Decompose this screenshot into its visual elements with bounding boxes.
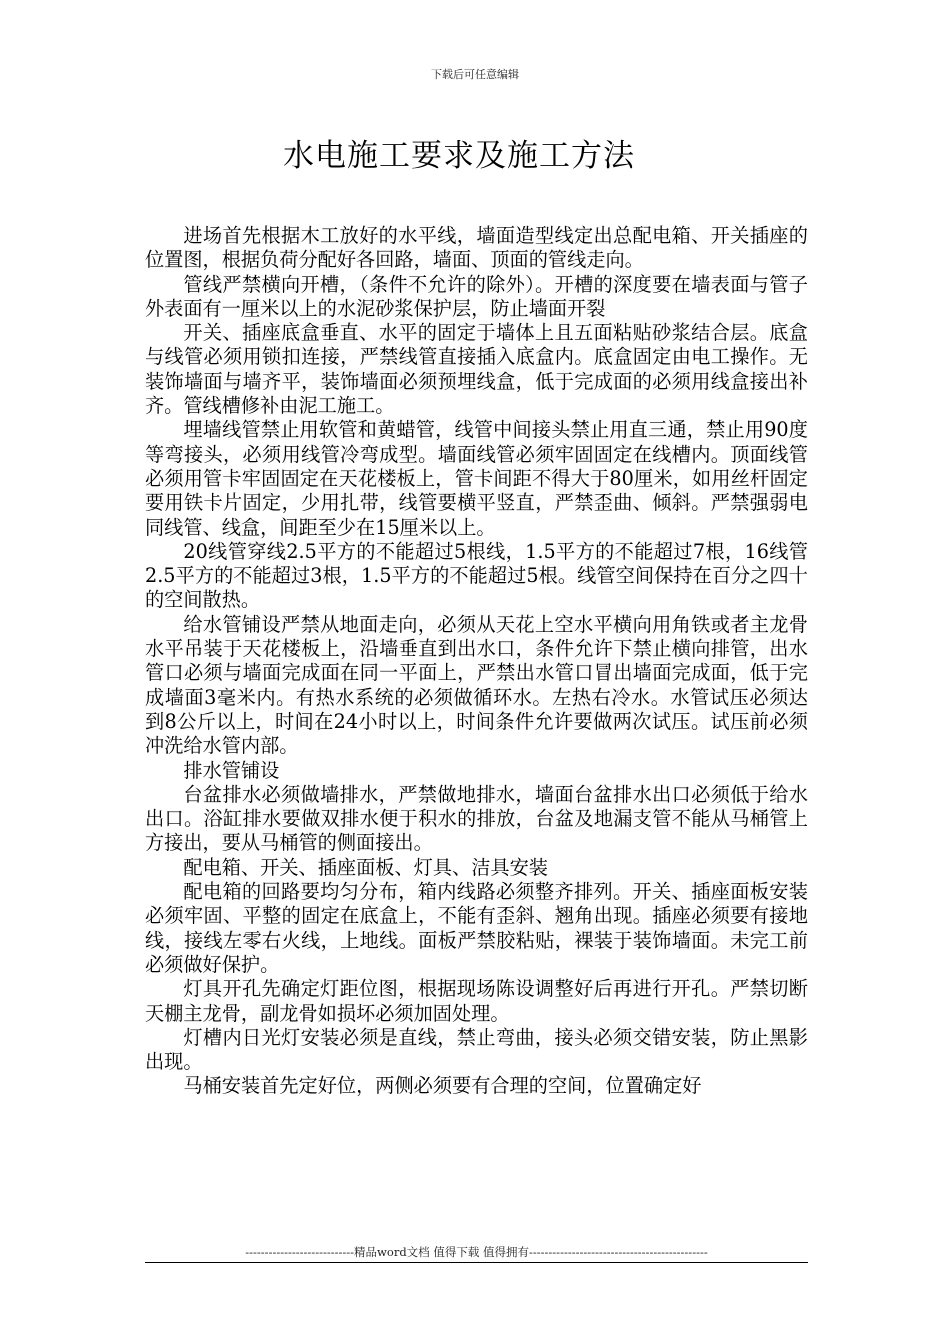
paragraph-fluorescent: 灯槽内日光灯安装必须是直线，禁止弯曲，接头必须交错安装，防止黑影出现。: [145, 1025, 808, 1074]
paragraph-water-supply: 给水管铺设严禁从地面走向，必须从天花上空水平横向用角铁或者主龙骨水平吊装于天花楼板上，沿墙垂直到出水口，条件允许下禁止横向排管，出水管口必须与墙面完成面在同一平面上，严禁出水管口冒出墙面完成面，低于完成墙面3毫米内。有热水系统的必须做循环水。左热右冷水。水管试压必须达到8公斤以上，时间在24小时以上，时间条件允许要做两次试压。试压前必须冲洗给水管内部。: [145, 612, 808, 758]
document-title: 水电施工要求及施工方法: [283, 138, 635, 174]
paragraph-lamp-holes: 灯具开孔先确定灯距位图，根据现场陈设调整好后再进行开孔。严禁切断天棚主龙骨，副龙骨如损坏必须加固处理。: [145, 977, 808, 1025]
document-body: [145, 224, 808, 1099]
paragraph-site-layout: 进场首先根据木工放好的水平线，墙面造型线定出总配电箱、开关插座的位置图，根据负荷分配好各回路，墙面、顶面的管线走向。: [145, 224, 808, 272]
heading-fixture-install: 配电箱、开关、插座面板、灯具、洁具安装: [183, 855, 548, 879]
paragraph-wire-count: 20线管穿线2.5平方的不能超过5根线，1.5平方的不能超过7根，16线管2.5平方的不能超过3根，1.5平方的不能超过5根。线管空间保持在百分之四十的空间散热。: [145, 539, 808, 612]
paragraph-drainage: 台盆排水必须做墙排水，严禁做地排水，墙面台盆排水出口必须低于给水出口。浴缸排水要做双排水便于积水的排放，台盆及地漏支管不能从马桶管上方接出，要从马桶管的侧面接出。: [145, 782, 808, 855]
heading-drainage: 排水管铺设: [183, 758, 280, 782]
header-note: 下载后可任意编辑: [431, 68, 519, 81]
footer-divider: [145, 1262, 808, 1263]
paragraph-toilet: 马桶安装首先定好位，两侧必须要有合理的空间，位置确定好: [183, 1074, 702, 1098]
paragraph-distribution-box: 配电箱的回路要均匀分布，箱内线路必须整齐排列。开关、插座面板安装必须牢固、平整的固定在底盒上，不能有歪斜、翘角出现。插座必须要有接地线，接线左零右火线，上地线。面板严禁胶粘贴，裸装于装饰墙面。未完工前必须做好保护。: [145, 880, 808, 976]
paragraph-slotting: 管线严禁横向开槽，（条件不允许的除外）。开槽的深度要在墙表面与管子外表面有一厘米以上的水泥砂浆保护层，防止墙面开裂: [145, 272, 808, 320]
footer-note: ----------------------------精品word文档 值得下载 值得拥有----------------------------------------------: [245, 1245, 708, 1259]
paragraph-socket-box: 开关、插座底盒垂直、水平的固定于墙体上且五面粘贴砂浆结合层。底盒与线管必须用锁扣连接，严禁线管直接插入底盒内。底盒固定由电工操作。无装饰墙面与墙齐平，装饰墙面必须预埋线盒，低于完成面的必须用线盒接出补齐。管线槽修补由泥工施工。: [145, 321, 808, 418]
paragraph-wall-conduit: 埋墙线管禁止用软管和黄蜡管，线管中间接头禁止用直三通，禁止用90度等弯接头，必须用线管冷弯成型。墙面线管必须牢固固定在线槽内。顶面线管必须用管卡牢固固定在天花楼板上，管卡间距不得大于80厘米，如用丝杆固定要用铁卡片固定，少用扎带，线管要横平竖直，严禁歪曲、倾斜。严禁强弱电同线管、线盒，间距至少在15厘米以上。: [145, 418, 808, 539]
